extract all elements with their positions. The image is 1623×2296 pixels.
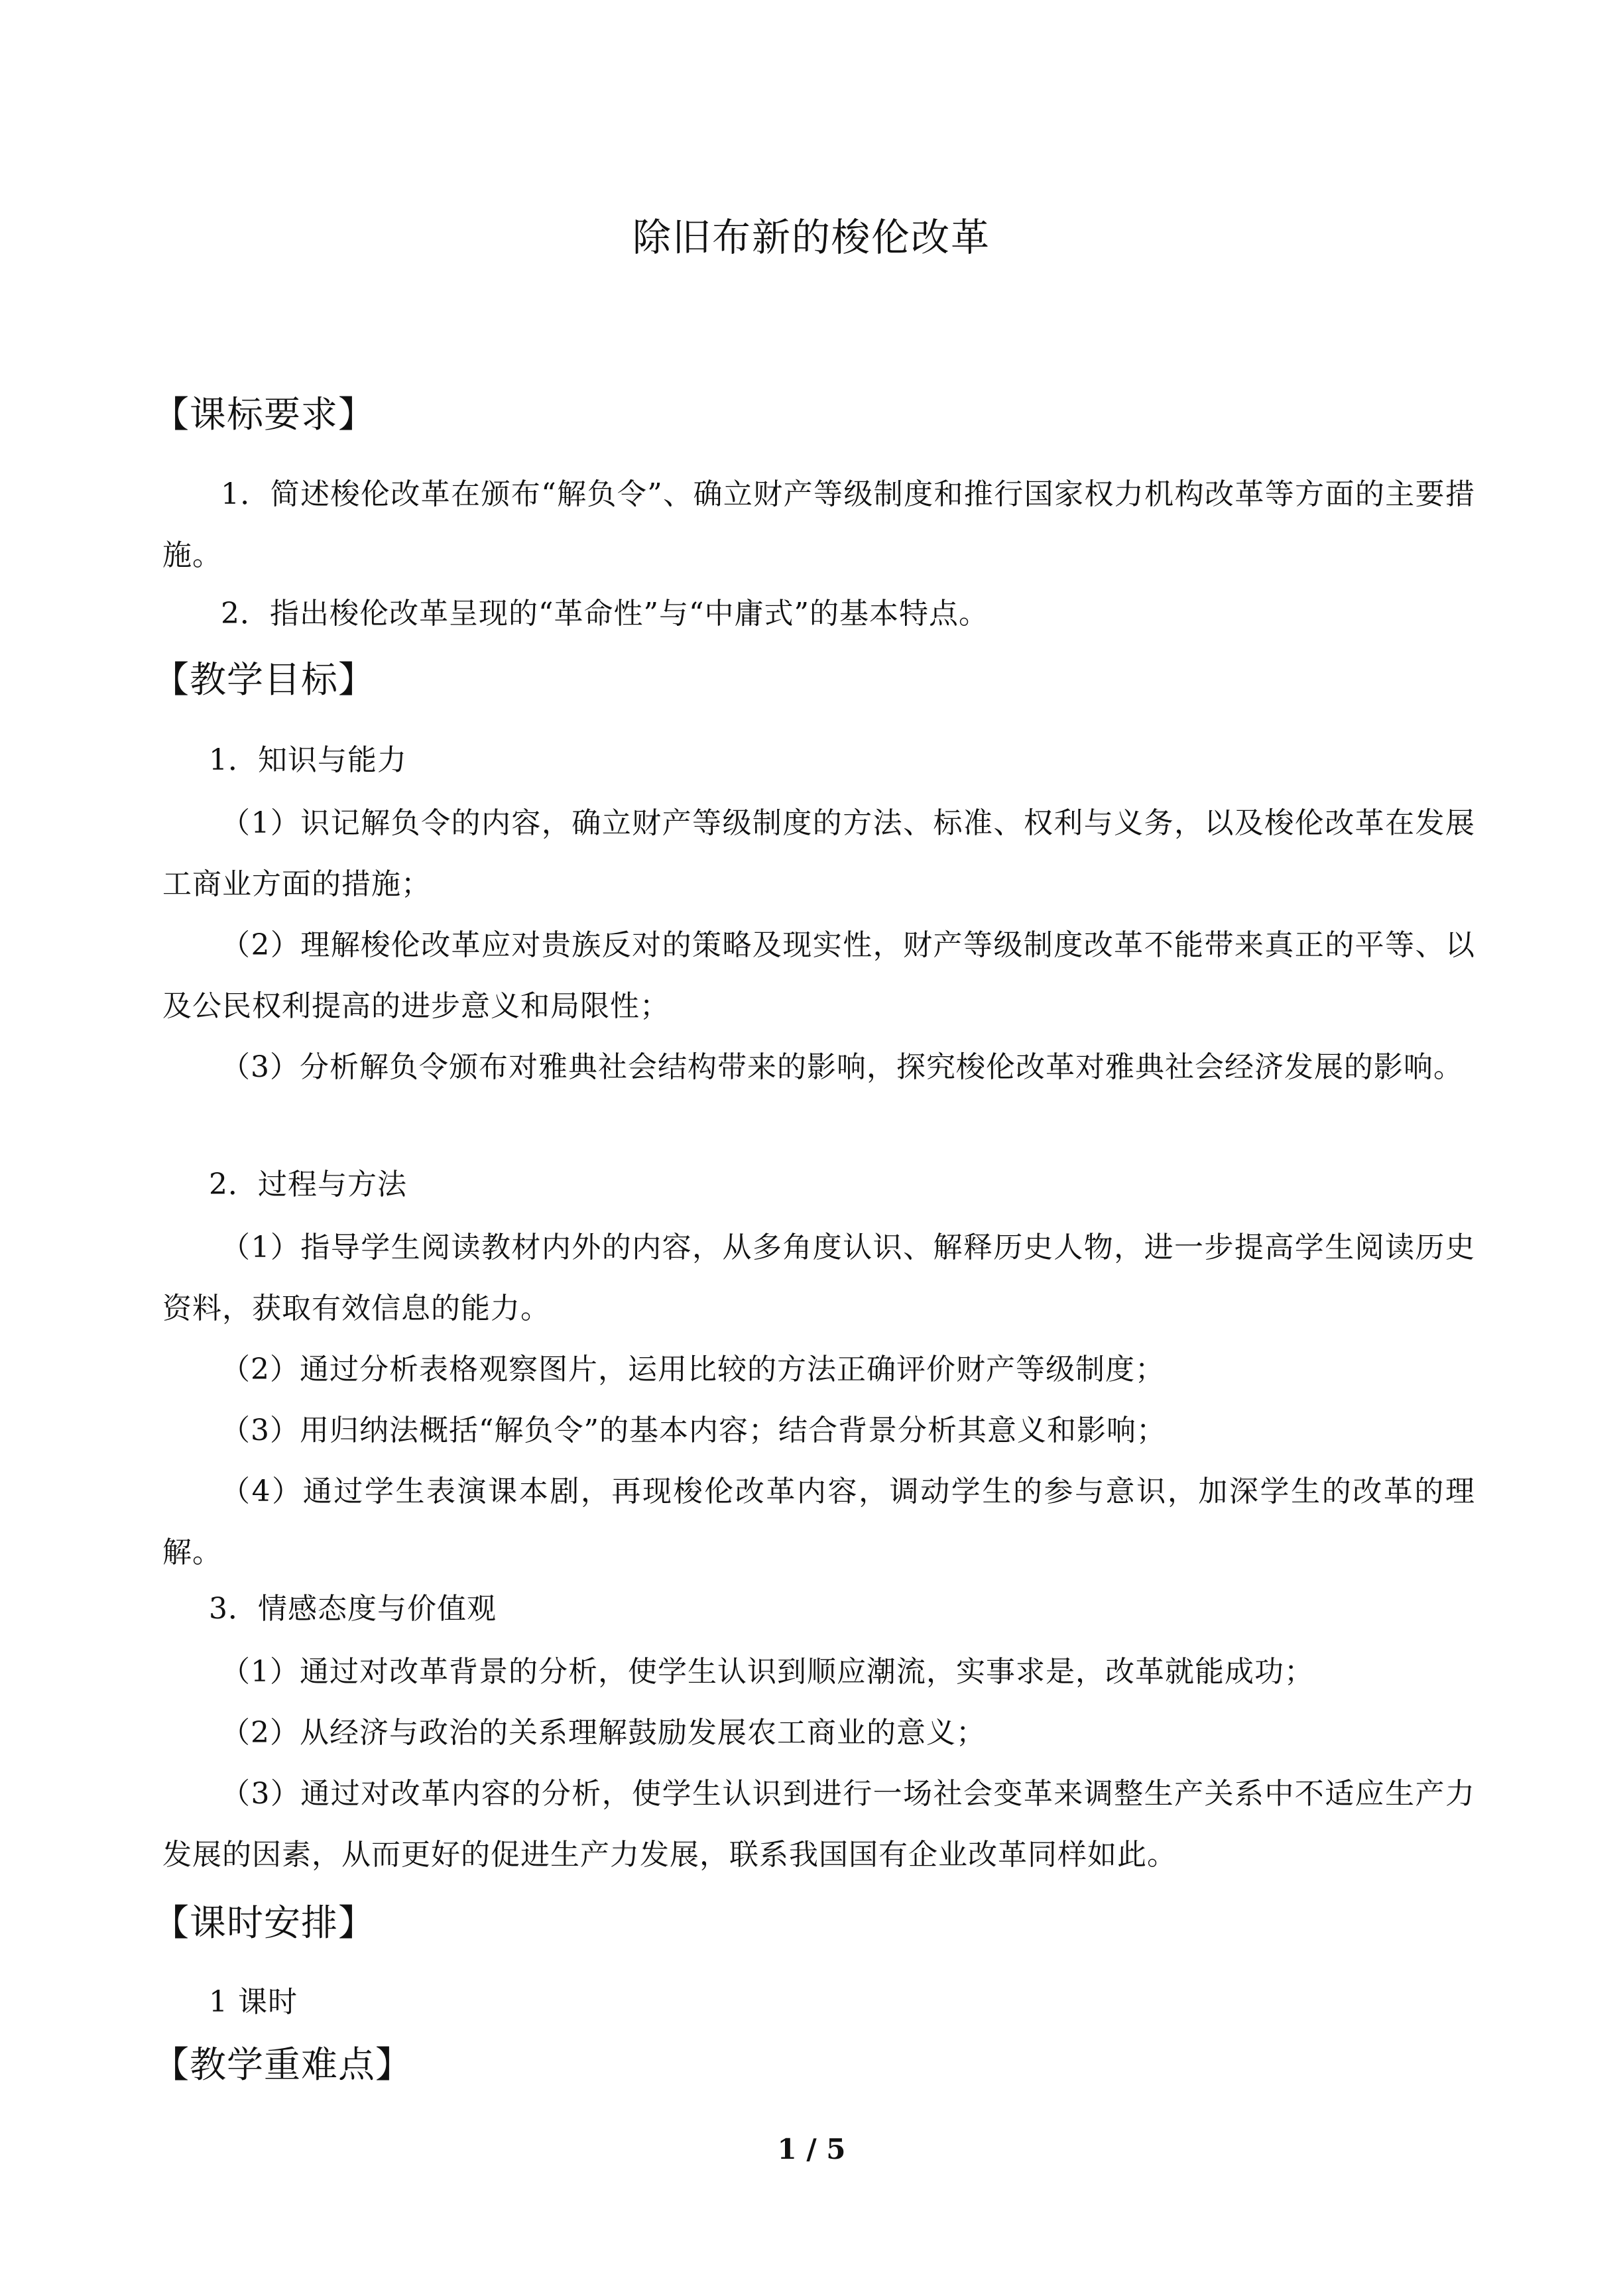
objective-item: （1）指导学生阅读教材内外的内容，从多角度认识、解释历史人物，进一步提高学生阅读历史资料，获取有效信息的能力。 xyxy=(162,1231,1475,1325)
objective-item: （3）分析解负令颁布对雅典社会结构带来的影响，探究梭伦改革对雅典社会经济发展的影响。 xyxy=(221,1050,1463,1084)
page-number: 1 / 5 xyxy=(777,2133,846,2165)
objective-subheading-values: 3．情感态度与价值观 xyxy=(209,1592,497,1626)
objective-subheading-process: 2．过程与方法 xyxy=(209,1168,407,1201)
section-heading-teaching-objectives: 【教学目标】 xyxy=(152,658,376,701)
section-heading-lesson-schedule: 【课时安排】 xyxy=(152,1902,376,1944)
objective-item: （3）用归纳法概括“解负令”的基本内容；结合背景分析其意义和影响； xyxy=(221,1414,1166,1447)
objective-item: （2）通过分析表格观察图片，运用比较的方法正确评价财产等级制度； xyxy=(221,1353,1165,1386)
lesson-schedule-text: 1 课时 xyxy=(209,1985,298,2019)
objective-subheading-knowledge: 1．知识与能力 xyxy=(209,743,407,777)
curriculum-requirement-item: 1．简述梭伦改革在颁布“解负令”、确立财产等级制度和推行国家权力机构改革等方面的主要措施。 xyxy=(162,477,1475,572)
document-title: 除旧布新的梭伦改革 xyxy=(632,215,991,260)
objective-item: （1）通过对改革背景的分析，使学生认识到顺应潮流，实事求是，改革就能成功； xyxy=(221,1655,1314,1689)
objective-item: （2）从经济与政治的关系理解鼓励发展农工商业的意义； xyxy=(221,1716,986,1750)
objective-item: （4）通过学生表演课本剧，再现梭伦改革内容，调动学生的参与意识，加深学生的改革的理解。 xyxy=(162,1475,1475,1569)
objective-item: （3）通过对改革内容的分析，使学生认识到进行一场社会变革来调整生产关系中不适应生产力发展的因素，从而更好的促进生产力发展，联系我国国有企业改革同样如此。 xyxy=(162,1777,1475,1872)
objective-item: （1）识记解负令的内容，确立财产等级制度的方法、标准、权利与义务，以及梭伦改革在发展工商业方面的措施； xyxy=(162,806,1475,901)
section-heading-key-difficulties: 【教学重难点】 xyxy=(152,2043,413,2086)
curriculum-requirement-item: 2．指出梭伦改革呈现的“革命性”与“中庸式”的基本特点。 xyxy=(221,597,989,631)
section-heading-curriculum-requirements: 【课标要求】 xyxy=(152,393,376,436)
objective-item: （2）理解梭伦改革应对贵族反对的策略及现实性，财产等级制度改革不能带来真正的平等、以及公民权利提高的进步意义和局限性； xyxy=(162,928,1475,1023)
